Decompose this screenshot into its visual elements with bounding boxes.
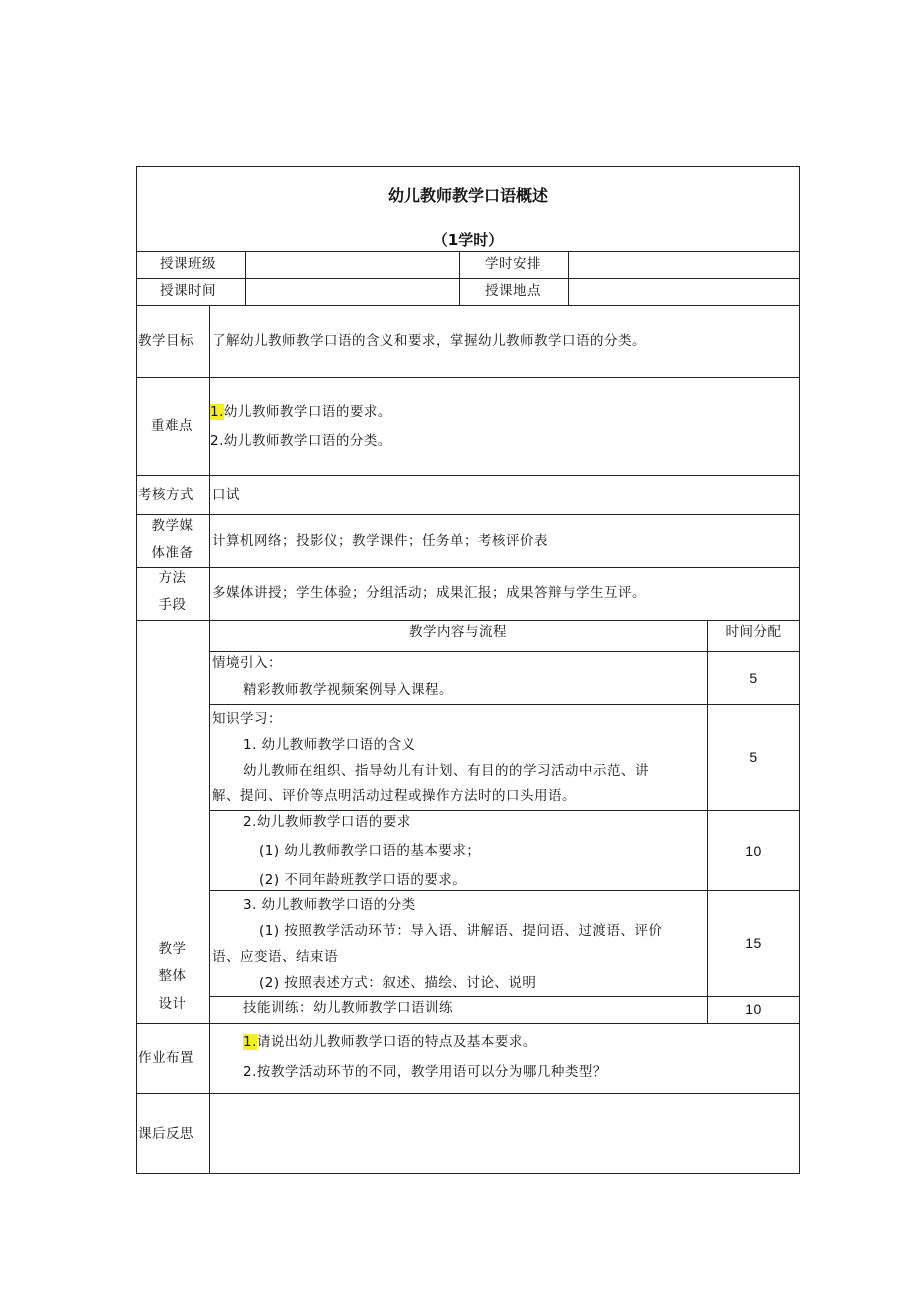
lesson-plan-table bbox=[136, 166, 800, 1174]
methods-label-1: 方法 bbox=[158, 570, 187, 586]
schedule-label: 学时安排 bbox=[485, 256, 541, 272]
methods-label-2: 手段 bbox=[158, 597, 187, 613]
design-row-line: 语、应变语、结束语 bbox=[212, 949, 338, 965]
design-row-line: 知识学习： bbox=[212, 711, 282, 727]
design-row-line: (1) 幼儿教师教学口语的基本要求； bbox=[259, 843, 481, 859]
design-row-time: 10 bbox=[745, 843, 762, 859]
highlight-mark: 1. bbox=[243, 1034, 257, 1050]
design-row-time: 5 bbox=[749, 670, 758, 686]
column-content-header: 教学内容与流程 bbox=[409, 624, 507, 640]
assessment-label: 考核方式 bbox=[138, 487, 194, 503]
design-row-time: 10 bbox=[745, 1001, 762, 1017]
methods-text: 多媒体讲授；学生体验；分组活动；成果汇报；成果答辩与学生互评。 bbox=[212, 585, 646, 601]
column-time-header: 时间分配 bbox=[725, 624, 782, 640]
media-text: 计算机网络；投影仪；教学课件；任务单；考核评价表 bbox=[212, 533, 548, 549]
design-row-line: 幼儿教师在组织、指导幼儿有计划、有目的的学习活动中示范、讲 bbox=[243, 763, 649, 779]
design-row-time: 5 bbox=[749, 749, 758, 765]
design-row-line: 情境引入： bbox=[212, 655, 282, 671]
design-row-line: 精彩教师教学视频案例导入课程。 bbox=[243, 682, 453, 698]
media-label-1: 教学媒 bbox=[151, 518, 194, 534]
reflection-label: 课后反思 bbox=[138, 1126, 194, 1142]
design-row-line: (2) 不同年龄班教学口语的要求。 bbox=[259, 872, 467, 888]
homework-item-1: 1.请说出幼儿教师教学口语的特点及基本要求。 bbox=[243, 1034, 537, 1050]
media-label-2: 体准备 bbox=[151, 545, 194, 561]
design-label-2: 整体 bbox=[158, 968, 187, 984]
homework-label: 作业布置 bbox=[138, 1050, 194, 1066]
document-title: 幼儿教师教学口语概述 bbox=[387, 186, 548, 205]
key-point-1: 1.幼儿教师教学口语的要求。 bbox=[210, 404, 392, 420]
design-row-time: 15 bbox=[745, 935, 762, 951]
design-row-line: 3. 幼儿教师教学口语的分类 bbox=[243, 897, 416, 913]
place-label: 授课地点 bbox=[485, 283, 541, 299]
design-row-line: 1. 幼儿教师教学口语的含义 bbox=[243, 737, 416, 753]
design-row-line: 技能训练：幼儿教师教学口语训练 bbox=[243, 1000, 453, 1016]
design-row-line: 2.幼儿教师教学口语的要求 bbox=[243, 814, 411, 830]
design-label-1: 教学 bbox=[158, 941, 187, 957]
design-row-line: (1) 按照教学活动环节：导入语、讲解语、提问语、过渡语、评价 bbox=[259, 923, 663, 939]
assessment-text: 口试 bbox=[212, 487, 240, 503]
time-label: 授课时间 bbox=[160, 283, 216, 299]
document-hours: （1学时） bbox=[432, 231, 504, 249]
goal-text: 了解幼儿教师教学口语的含义和要求，掌握幼儿教师教学口语的分类。 bbox=[212, 333, 646, 349]
goal-label: 教学目标 bbox=[138, 333, 194, 349]
design-label-3: 设计 bbox=[158, 996, 187, 1012]
highlight-mark: 1. bbox=[210, 404, 224, 420]
key-points-label: 重难点 bbox=[151, 418, 193, 434]
key-point-2: 2.幼儿教师教学口语的分类。 bbox=[210, 433, 392, 449]
design-row-line: 解、提问、评价等点明活动过程或操作方法时的口头用语。 bbox=[212, 788, 576, 804]
class-label: 授课班级 bbox=[160, 256, 216, 272]
design-row-line: (2) 按照表述方式：叙述、描绘、讨论、说明 bbox=[259, 975, 537, 991]
homework-item-2: 2.按教学活动环节的不同，教学用语可以分为哪几种类型？ bbox=[243, 1064, 607, 1080]
